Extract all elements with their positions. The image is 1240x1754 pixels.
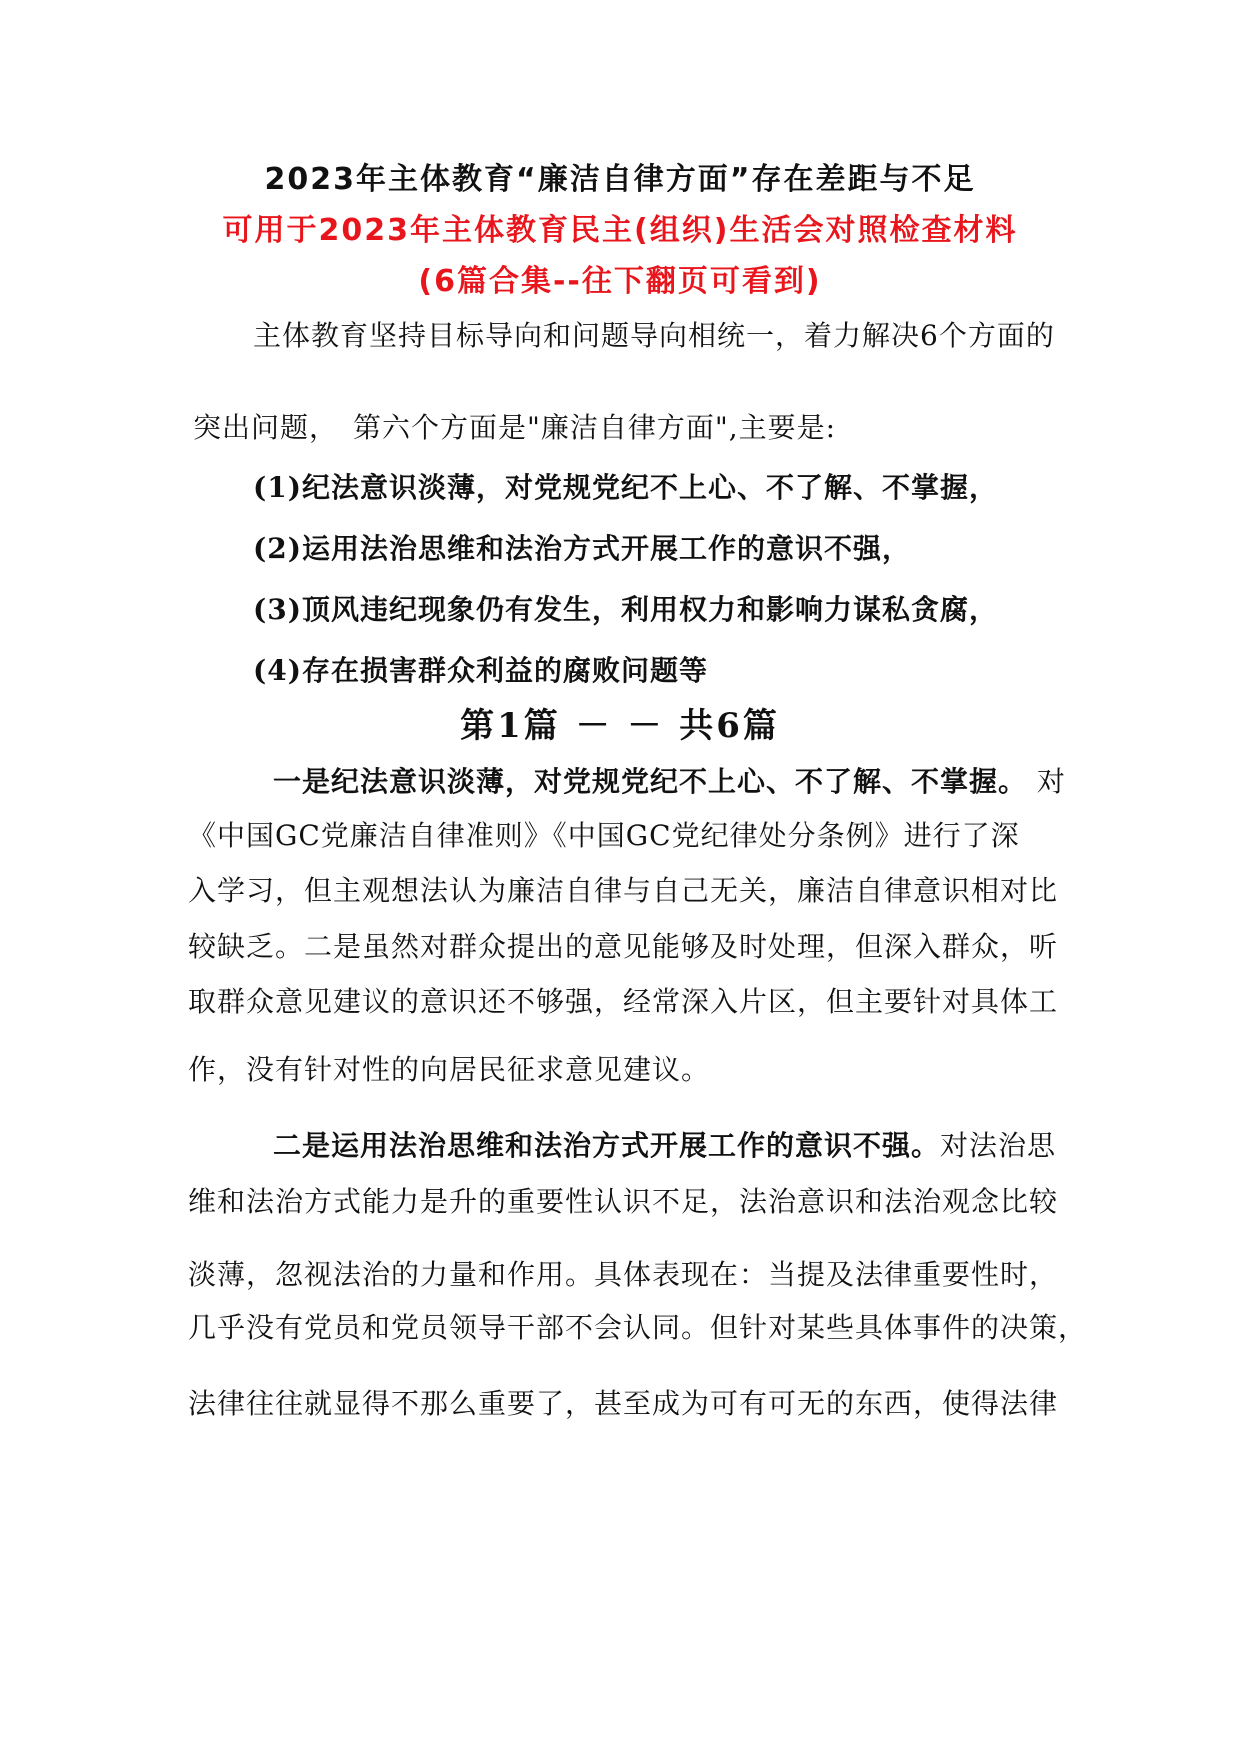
para2-line-3: 淡薄，忽视法治的力量和作用。具体表现在：当提及法律重要性时， xyxy=(188,1258,1059,1291)
point-item-3: (3)顶风违纪现象仍有发生，利用权力和影响力谋私贪腐， xyxy=(253,593,998,626)
point-item-1: (1)纪法意识淡薄，对党规党纪不上心、不了解、不掌握， xyxy=(253,471,998,504)
para2-line-5: 法律往往就显得不那么重要了，甚至成为可有可无的东西，使得法律 xyxy=(188,1387,1059,1420)
para1-line-1 xyxy=(273,760,1066,800)
point-item-4: (4)存在损害群众利益的腐败问题等 xyxy=(253,654,708,687)
para2-bold-lead: 二是运用法治思维和法治方式开展工作的意识不强。 xyxy=(273,1129,941,1162)
document-subtitle: 可用于2023年主体教育民主(组织)生活会对照检查材料 xyxy=(222,213,1018,248)
intro-line-1: 主体教育坚持目标导向和问题导向相统一，着力解决6个方面的 xyxy=(253,319,1055,352)
para1-line-6: 作，没有针对性的向居民征求意见建议。 xyxy=(188,1053,711,1086)
para2-line-1-rest: 对法治思 xyxy=(940,1129,1057,1162)
para1-line-4: 较缺乏。二是虽然对群众提出的意见能够及时处理，但深入群众，听 xyxy=(188,930,1059,963)
section-header: 第1篇 － － 共6篇 xyxy=(460,706,780,746)
document-subtitle-note: (6篇合集--往下翻页可看到) xyxy=(418,264,822,299)
intro-line-2: 突出问题， 第六个方面是"廉洁自律方面",主要是: xyxy=(193,411,837,444)
para1-line-5: 取群众意见建议的意识还不够强，经常深入片区，但主要针对具体工 xyxy=(188,985,1059,1018)
para1-line-3: 入学习，但主观想法认为廉洁自律与自己无关，廉洁自律意识相对比 xyxy=(188,874,1059,907)
para1-line-2: 《中国GC党廉洁自律准则》《中国GC党纪律处分条例》进行了深 xyxy=(188,819,1020,852)
para2-line-4: 几乎没有党员和党员领导干部不会认同。但针对某些具体事件的决策， xyxy=(188,1311,1088,1344)
para1-bold-lead: 一是纪法意识淡薄，对党规党纪不上心、不了解、不掌握。 xyxy=(273,765,1028,798)
para2-line-1 xyxy=(273,1124,1056,1164)
document-title: 2023年主体教育“廉洁自律方面”存在差距与不足 xyxy=(264,162,976,197)
para2-line-2: 维和法治方式能力是升的重要性认识不足，法治意识和法治观念比较 xyxy=(188,1185,1059,1218)
para1-line-1-rest: 对 xyxy=(1027,765,1066,798)
point-item-2: (2)运用法治思维和法治方式开展工作的意识不强， xyxy=(253,532,911,565)
